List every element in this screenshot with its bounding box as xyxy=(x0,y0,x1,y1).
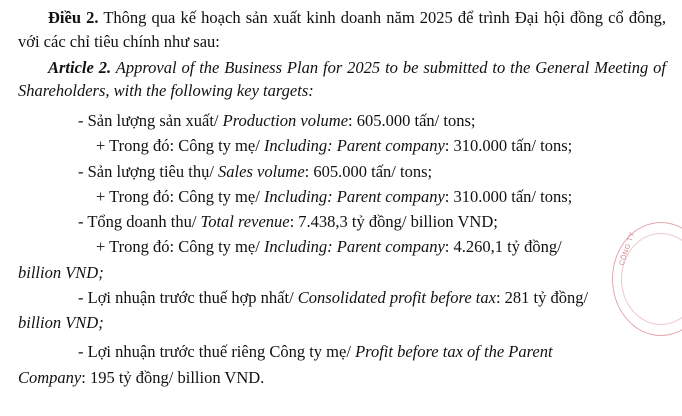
list-item xyxy=(18,109,666,133)
list-item-label-vi: Trong đó: Công ty mẹ/ xyxy=(109,186,260,206)
list-item-label-en: Production volume xyxy=(218,111,349,130)
list-item-label-en: Sales volume xyxy=(213,161,305,181)
list-item-value: : 310.000 tấn/ tons; xyxy=(444,136,573,156)
list-item xyxy=(18,160,666,184)
list-item-marker: - xyxy=(78,287,84,307)
list-item-value: : 7.438,3 tỷ đồng/ billion VND; xyxy=(289,212,498,231)
article-text-en: Approval of the Business Plan for 2025 to be submitted to the General Meeting of Shareholders, with the following key targets: xyxy=(18,57,667,101)
list-item-label-vi: Lợi nhuận trước thuế hợp nhất/ xyxy=(87,287,294,307)
article-label-vi: Điều 2. xyxy=(48,8,99,27)
list-item-marker: + xyxy=(96,237,106,257)
list-item-marker: - xyxy=(78,342,84,362)
article-label-en: Article 2. xyxy=(48,57,112,77)
list-item-marker: - xyxy=(78,111,84,130)
list-item-label-vi: Lợi nhuận trước thuế riêng Công ty mẹ/ xyxy=(87,342,351,362)
list-item-value: : 281 tỷ đồng/ xyxy=(495,287,589,307)
list-item-continuation: billion VND; xyxy=(18,313,104,332)
list-item-label-en: Including: Parent company xyxy=(259,237,445,257)
list-item xyxy=(18,340,666,364)
list-item-marker: + xyxy=(96,136,106,156)
list-item-value: : 4.260,1 tỷ đồng/ xyxy=(444,237,562,257)
list-item-label-vi: Sản lượng tiêu thụ/ xyxy=(87,161,214,181)
list-item-value: : 605.000 tấn/ tons; xyxy=(348,111,476,130)
list-item-marker: + xyxy=(96,186,106,206)
list-item-label-en: Including: Parent company xyxy=(259,186,445,206)
list-item xyxy=(18,210,666,234)
list-item-label-en: Consolidated profit before tax xyxy=(293,287,496,307)
list-item-continuation-en: Company xyxy=(18,367,82,387)
list-item xyxy=(18,134,666,158)
list-item-marker: - xyxy=(78,161,84,181)
document-body xyxy=(18,6,666,391)
list-item-label-vi: Trong đó: Công ty mẹ/ xyxy=(109,237,260,257)
list-item-value: : 310.000 tấn/ tons; xyxy=(444,186,573,206)
list-item-label-vi: Sản lượng sản xuất/ xyxy=(87,111,219,130)
list-item-continuation: billion VND; xyxy=(18,262,104,282)
list-item-label-vi: Trong đó: Công ty mẹ/ xyxy=(109,136,260,156)
list-item-value: : 195 tỷ đồng/ billion VND. xyxy=(81,367,265,387)
list-item-label-vi: Tổng doanh thu/ xyxy=(87,212,197,231)
article-paragraph-en xyxy=(18,56,666,104)
list-item-continuation xyxy=(18,366,666,390)
list-item-label-en: Total revenue xyxy=(196,212,290,231)
list-item-marker: - xyxy=(78,212,84,231)
list-item-value: : 605.000 tấn/ tons; xyxy=(304,161,433,181)
list-item-label-en: Profit before tax of the Parent xyxy=(350,342,553,362)
list-item xyxy=(18,185,666,209)
article-text-vi: Thông qua kế hoạch sản xuất kinh doanh năm 2025 để trình Đại hội đồng cổ đông, với các chỉ tiêu chính như sau: xyxy=(18,8,666,51)
list-item xyxy=(18,235,666,259)
list-item-label-en: Including: Parent company xyxy=(259,136,445,156)
seal-text: CÔNG TY xyxy=(618,230,637,267)
list-item xyxy=(18,286,666,310)
article-paragraph-vi xyxy=(18,6,666,54)
